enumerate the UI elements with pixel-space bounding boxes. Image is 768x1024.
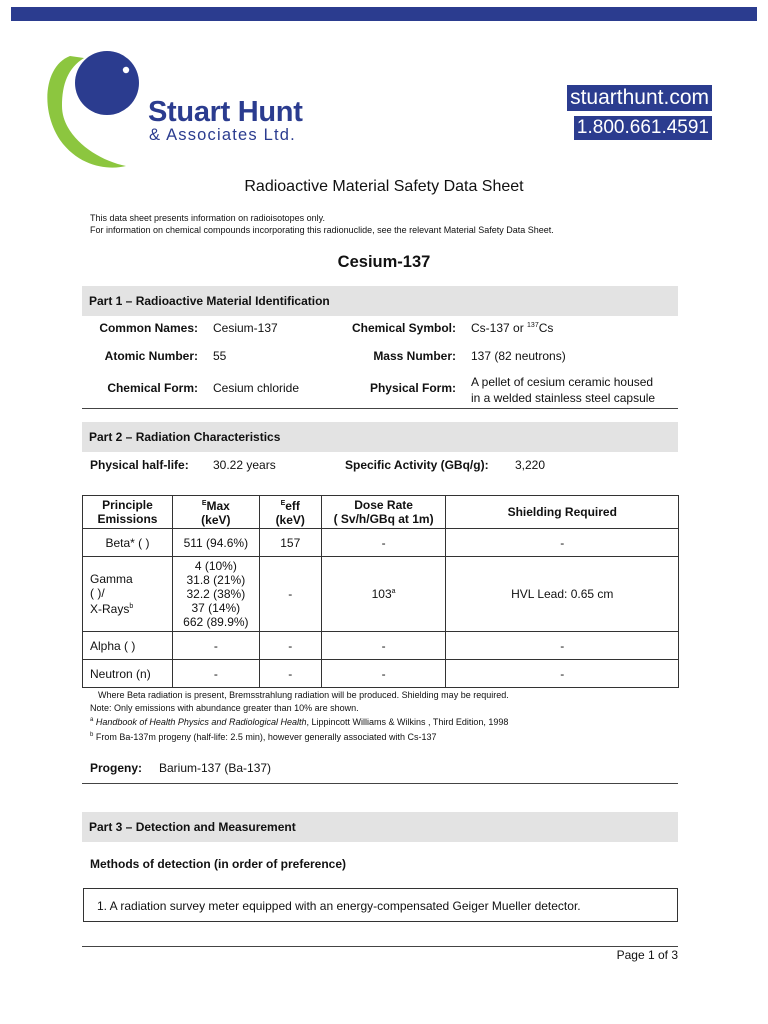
note-bremsstrahlung: Where Beta radiation is present, Bremsstrahlung radiation will be produced. Shielding may be required.	[98, 690, 509, 700]
gamma-energy: 662 (89.9%)	[183, 615, 249, 629]
header-sup: E	[201, 500, 207, 507]
note-a-rest: , Lippincott Williams & Wilkins , Third Edition, 1998	[306, 717, 509, 727]
note-abundance: Note: Only emissions with abundance greater than 10% are shown.	[90, 702, 359, 713]
part1-heading	[82, 286, 678, 316]
table-row-beta	[83, 529, 679, 557]
part1-divider	[82, 408, 678, 409]
common-names-label: Common Names:	[99, 321, 198, 335]
part1-heading-text: Part 1 – Radioactive Material Identification	[89, 294, 330, 308]
beta-emax: 511 (94.6%)	[172, 529, 259, 557]
brand-name: Stuart Hunt	[148, 96, 303, 128]
intro-line-2: For information on chemical compounds incorporating this radionuclide, see the relevant Material Safety Data Sheet.	[90, 225, 554, 235]
chem-symbol-mass: 137	[527, 322, 539, 329]
header-text: (keV)	[201, 513, 231, 527]
common-names-value: Cesium-137	[213, 321, 278, 335]
chemical-symbol-value	[471, 321, 553, 335]
gamma-energy: 31.8 (21%)	[186, 573, 246, 587]
beta-eeff: 157	[259, 529, 321, 557]
progeny-label: Progeny:	[90, 761, 143, 775]
header-eeff	[259, 496, 321, 529]
half-life-label: Physical half-life:	[90, 458, 189, 472]
note-reference-a	[90, 714, 509, 729]
physical-form-line-2: in a welded stainless steel capsule	[471, 391, 656, 405]
gamma-name-3-sup: b	[129, 603, 134, 610]
neutron-dose: -	[321, 660, 446, 688]
nuclide-title: Cesium-137	[337, 253, 431, 271]
header-emax	[172, 496, 259, 529]
gamma-dose-value: 103	[371, 587, 392, 601]
chemical-symbol-label: Chemical Symbol:	[351, 321, 456, 335]
neutron-emax: -	[172, 660, 259, 688]
footer-divider	[82, 946, 678, 947]
gamma-dose	[321, 557, 446, 632]
method-1-text: 1. A radiation survey meter equipped with an energy-compensated Geiger Mueller detector.	[97, 899, 581, 913]
chem-symbol-element: Cs	[538, 321, 554, 335]
half-life-value: 30.22 years	[213, 458, 276, 472]
part2-divider	[82, 783, 678, 784]
beta-shield: -	[446, 529, 679, 557]
table-notes	[90, 689, 509, 743]
note-a-title: Handbook of Health Physics and Radiological Health	[95, 717, 307, 727]
mass-number-value: 137 (82 neutrons)	[471, 349, 566, 363]
table-row-alpha	[83, 632, 679, 660]
page-number: Page 1 of 3	[616, 948, 678, 962]
alpha-eeff: -	[259, 632, 321, 660]
gamma-dose-sup: a	[391, 588, 396, 595]
header-sup: E	[280, 500, 286, 507]
method-item-1	[83, 888, 678, 922]
specific-activity-value: 3,220	[515, 458, 546, 472]
gamma-name-2: ( )/	[90, 586, 105, 600]
alpha-name: Alpha ( )	[83, 632, 173, 660]
gamma-name-3	[90, 600, 172, 616]
header-text: Emissions	[97, 512, 158, 526]
gamma-name	[83, 557, 173, 632]
header-principle-emissions	[83, 496, 173, 529]
phone-number[interactable]: 1.800.661.4591	[574, 116, 712, 140]
gamma-name-3-text: X-Rays	[90, 602, 130, 616]
gamma-energy: 37 (14%)	[191, 601, 241, 615]
alpha-emax: -	[172, 632, 259, 660]
header-text: Principle	[102, 498, 153, 512]
website-link[interactable]: stuarthunt.com	[567, 85, 712, 111]
mass-number-label: Mass Number:	[373, 349, 456, 363]
gamma-eeff: -	[259, 557, 321, 632]
beta-dose: -	[321, 529, 446, 557]
neutron-eeff: -	[259, 660, 321, 688]
chemical-form-value: Cesium chloride	[213, 381, 300, 395]
gamma-emax	[172, 557, 259, 632]
note-reference-b	[90, 729, 509, 744]
part3-heading-text: Part 3 – Detection and Measurement	[89, 820, 296, 834]
alpha-shield: -	[446, 632, 679, 660]
alpha-dose: -	[321, 632, 446, 660]
note-b-sup: b	[90, 731, 94, 738]
neutron-name: Neutron (n)	[83, 660, 173, 688]
emissions-table	[82, 495, 679, 688]
physical-form-label: Physical Form:	[369, 381, 456, 395]
header-text: eff	[285, 499, 300, 513]
gamma-energy: 32.2 (38%)	[186, 587, 246, 601]
chemical-form-label: Chemical Form:	[107, 381, 198, 395]
part3-heading	[82, 812, 678, 842]
part2-heading-text: Part 2 – Radiation Characteristics	[89, 430, 281, 444]
header-text: Dose Rate	[354, 498, 413, 512]
gamma-name-1: Gamma	[90, 572, 133, 586]
chem-symbol-prefix: Cs-137 or	[471, 321, 528, 335]
specific-activity-label: Specific Activity (GBq/g):	[345, 458, 489, 472]
table-header-row	[83, 496, 679, 529]
header-text: Max	[206, 499, 230, 513]
note-b-text: From Ba-137m progeny (half-life: 2.5 min), however generally associated with Cs-137	[95, 731, 437, 742]
atomic-number-label: Atomic Number:	[104, 349, 198, 363]
document-title: Radioactive Material Safety Data Sheet	[244, 178, 524, 195]
part2-heading	[82, 422, 678, 452]
gamma-energy: 4 (10%)	[194, 559, 237, 573]
physical-form-line-1: A pellet of cesium ceramic housed	[471, 375, 654, 389]
header-text: (keV)	[275, 513, 305, 527]
brand-subtitle: & Associates Ltd.	[149, 126, 296, 144]
header-text: ( Sv/h/GBq at 1m)	[333, 512, 434, 526]
table-row-neutron	[83, 660, 679, 688]
intro-text	[90, 212, 554, 236]
gamma-shield: HVL Lead: 0.65 cm	[446, 557, 679, 632]
neutron-shield: -	[446, 660, 679, 688]
table-row-gamma	[83, 557, 679, 632]
intro-line-1: This data sheet presents information on radioisotopes only.	[90, 213, 325, 223]
beta-name: Beta* ( )	[83, 529, 173, 557]
header-dose-rate	[321, 496, 446, 529]
atomic-number-value: 55	[213, 349, 227, 363]
header-shielding: Shielding Required	[446, 496, 679, 529]
methods-label: Methods of detection (in order of preference)	[90, 857, 347, 871]
top-banner-bar	[11, 7, 757, 21]
physical-form-value	[471, 374, 655, 406]
note-a-sup: a	[90, 717, 94, 723]
progeny-value: Barium-137 (Ba-137)	[159, 761, 272, 775]
